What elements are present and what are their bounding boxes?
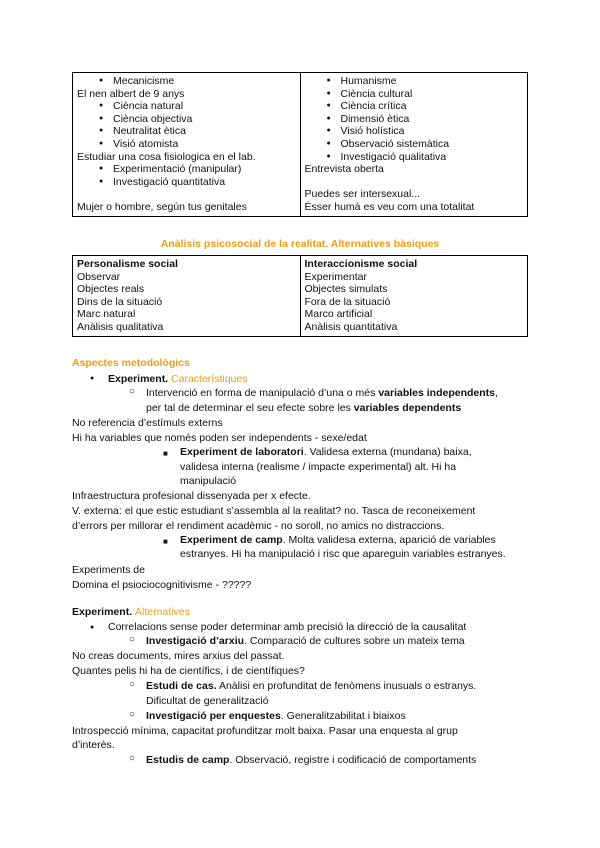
circle-bullet-icon: ○ [129, 634, 136, 645]
lab-line-2: validesa interna (realisme / impacte experimental) alt. Hi ha [180, 461, 457, 473]
table2-right-row: Experimentar [304, 270, 367, 283]
text-bold-run: variables dependents [353, 402, 462, 414]
cas-line-1 [146, 680, 476, 693]
cas-label: Estudi de cas. [146, 680, 217, 692]
table2-right-row: Fora de la situació [304, 295, 391, 308]
table1-left-bullet-item: ● Investigació quantitativa [77, 176, 296, 189]
section-title-analisis: Anàlisis psicosocial de la realitat. Alternatives bàsiques [160, 238, 440, 250]
text-bold-run: variables independents [378, 387, 496, 399]
vext-line-2: d’errors per millorar el rendiment acadèmic - no soroll, no amics no distraccions. [72, 520, 445, 532]
arxiu-label: Investigació d’arxiu [146, 635, 245, 647]
domina-line: Domina el psiociocognitivisme - ????? [72, 579, 252, 591]
circle-bullet-icon: ○ [129, 679, 136, 690]
infra-line: Infraestructura profesional dissenyada per x efecte. [72, 490, 311, 502]
intervencio-line-2 [146, 402, 461, 415]
camp-study-line [146, 754, 476, 767]
alternatives-sub: Alternatives [135, 606, 190, 618]
table2-left-row: Marc natural [77, 308, 136, 321]
table1-right-bullet-item: ● Observació sistemàtica [305, 138, 524, 151]
table1-left-bullet-item: ● Mecanicisme [77, 75, 296, 88]
bullet-icon: ● [90, 375, 95, 382]
table1-left-line: Mujer o hombre, según tus genitales [77, 200, 247, 213]
circle-bullet-icon: ○ [129, 386, 136, 397]
table1-right-line: Puedes ser intersexual... [304, 188, 421, 201]
circle-bullet-icon: ○ [129, 709, 136, 720]
heading-aspectes: Aspectes metodològics [72, 357, 190, 369]
table2-left-cell [73, 256, 301, 337]
hi-ha-line: Hi ha variables que només poden ser independents - sexe/edat [72, 432, 367, 444]
camp-line-1 [180, 534, 496, 547]
alternatives-label: Experiment [72, 606, 130, 618]
table1-right-line: Entrevista oberta [304, 163, 384, 176]
text-run: Anàlisi en profunditat de fenòmens inusuals o estranys. [216, 680, 477, 692]
lab-line-3: manipulació [180, 475, 237, 487]
table1-right-line: Ésser humà es veu com una totalitat [304, 200, 475, 213]
table1-left-cell [73, 73, 301, 217]
table1-right-bullet-item: ● Ciència cultural [305, 88, 524, 101]
table1-left-line [77, 188, 296, 201]
table1-left-bullet-item: ● Neutralitat ètica [77, 125, 296, 138]
period: . [129, 606, 136, 618]
square-bullet-icon: ■ [163, 449, 168, 458]
lab-line-1 [180, 446, 472, 459]
comparison-table-1 [72, 72, 528, 217]
no-ref-line: No referencia d’estímuls externs [72, 417, 223, 429]
intervencio-line-1 [146, 387, 498, 400]
bullet-icon: ● [90, 624, 95, 631]
table2-right-cell [300, 256, 528, 337]
camp-study-label: Estudis de camp [146, 754, 230, 766]
cas-line-2: Dificultat de generalització [146, 695, 269, 707]
experiment-label: Experiment. [108, 373, 169, 385]
table2-right-header: Interaccionisme social [304, 258, 418, 270]
table1-left-bullet-item: ● Ciència objectiva [77, 113, 296, 126]
alternatives-heading [72, 606, 190, 619]
table1-left-line: Estudiar una cosa fisiologica en el lab. [77, 150, 256, 163]
table1-left-bullet-item: ● Experimentació (manipular) [77, 163, 296, 176]
text-run: Intervenció en forma de manipulació d’una o més [146, 387, 379, 399]
exp-de-line: Experiments de [72, 564, 145, 576]
camp-label: Experiment de camp [180, 534, 283, 546]
enq-line [146, 710, 406, 723]
table1-right-bullet-item: ● Ciència crítica [305, 100, 524, 113]
correlacions-line: Correlacions sense poder determinar amb precisió la direcció de la causalitat [108, 621, 467, 633]
table1-right-line [305, 176, 524, 189]
table2-right-row: Marco artificial [304, 308, 373, 321]
table2-left-row: Anàlisis qualitativa [77, 320, 164, 333]
table1-right-bullet-item: ● Humanisme [305, 75, 524, 88]
table2-left-row: Objectes reals [77, 283, 145, 296]
text-run: . Comparació de cultures sobre un mateix tema [244, 635, 465, 647]
experiment-sub: Característiques [171, 373, 248, 385]
enq-label: Investigació per enquestes [146, 710, 281, 722]
text-run: . Validesa externa (mundana) baixa, [303, 446, 472, 458]
table1-right-bullet-item: ● Investigació qualitativa [305, 151, 524, 164]
table1-left-bullet-item: ● Ciència natural [77, 100, 296, 113]
vext-line-1: V. externa: el que estic estudiant s’assembla al la realitat? no. Tasca de reconeixement [72, 505, 476, 517]
text-run: , [495, 387, 498, 399]
table1-right-bullet-item: ● Dimensió ètica [305, 113, 524, 126]
text-run: . Molta validesa externa, aparició de variables [282, 534, 496, 546]
quantes-line: Quantes pelis hi ha de científics, i de científiques? [72, 665, 305, 677]
intro-line-2: d’interès. [72, 739, 115, 751]
table1-right-cell [300, 73, 528, 217]
table1-left-line: El nen albert de 9 anys [77, 87, 185, 100]
experiment-characteristics-line [108, 373, 247, 386]
arxiu-line [146, 635, 465, 648]
comparison-table-2 [72, 255, 528, 337]
table2-right-row: Objectes simulats [304, 283, 388, 296]
intro-line-1: Introspecció mínima, capacitat profunditzar molt baixa. Pasar una enquesta al grup [72, 725, 458, 737]
table2-left-header: Personalisme social [77, 258, 178, 270]
table2-left-row: Observar [77, 270, 121, 283]
no-creas-line: No creas documents, mires arxius del passat. [72, 650, 285, 662]
table1-left-bullet-item: ● Visió atomista [77, 138, 296, 151]
lab-label: Experiment de laboratori [180, 446, 304, 458]
table2-left-row: Dins de la situació [77, 295, 163, 308]
text-run: . Observació, registre i codificació de comportaments [229, 754, 477, 766]
table1-right-bullet-item: ● Visió holística [305, 125, 524, 138]
text-run: per tal de determinar el seu efecte sobre les [146, 402, 354, 414]
square-bullet-icon: ■ [163, 537, 168, 546]
text-run: . Generalitzabilitat i biaixos [280, 710, 406, 722]
circle-bullet-icon: ○ [129, 753, 136, 764]
table2-right-row: Anàlisis quantitativa [304, 320, 398, 333]
camp-line-2: estranyes. Hi ha manipulació i risc que apareguin variables estranyes. [180, 548, 506, 560]
